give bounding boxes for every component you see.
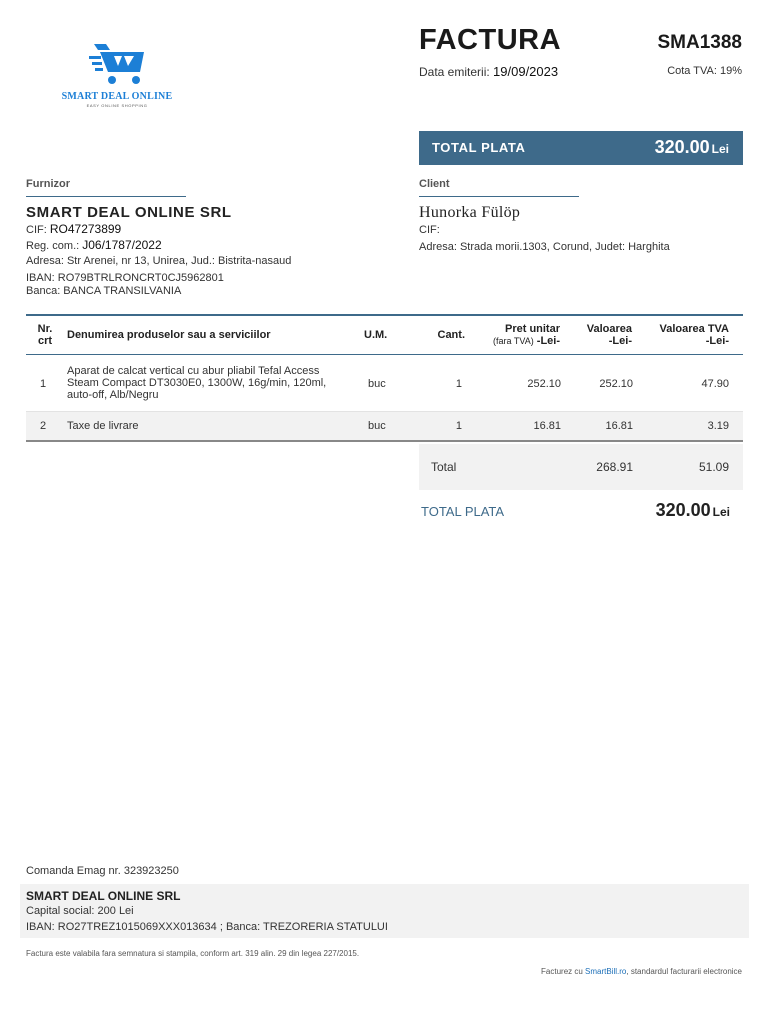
footer-company-name: SMART DEAL ONLINE SRL	[26, 889, 181, 903]
total-payment-bar	[419, 131, 743, 165]
header-value-line1: Valoarea	[586, 323, 632, 335]
company-logo	[58, 38, 176, 110]
header-nr	[36, 323, 54, 347]
table-row	[26, 412, 743, 442]
issue-date-value: 19/09/2023	[493, 64, 559, 79]
order-reference: Comanda Emag nr. 323923250	[26, 865, 179, 877]
total-currency: Lei	[711, 142, 729, 156]
supplier-divider	[26, 196, 186, 197]
supplier-address: Adresa: Str Arenei, nr 13, Unirea, Jud.: Bistrita-nasaud	[26, 255, 292, 267]
table-totals	[419, 444, 743, 490]
row-um: buc	[368, 420, 386, 432]
client-address: Adresa: Strada morii.1303, Corund, Judet: Harghita	[419, 241, 670, 253]
logo-tagline: EASY ONLINE SHOPPING	[86, 103, 148, 108]
header-product-name: Denumirea produselor sau a serviciilor	[67, 329, 271, 341]
supplier-section	[26, 178, 291, 298]
footer-iban-bank: IBAN: RO27TREZ1015069XXX013634 ; Banca: TREZORERIA STATULUI	[26, 921, 388, 933]
client-divider	[419, 196, 579, 197]
row-vat: 3.19	[707, 420, 729, 432]
total-amount-value: 320.00	[654, 137, 710, 157]
products-table	[26, 314, 743, 490]
grand-total-value: 320.00	[655, 500, 711, 520]
header-nr-line1: Nr.	[37, 323, 53, 335]
row-qty: 1	[455, 378, 462, 390]
validity-note: Factura este valabila fara semnatura si stampila, conform art. 319 alin. 29 din legea 227/2015.	[26, 949, 360, 958]
row-product-name: Aparat de calcat vertical cu abur pliabil Tefal Access Steam Compact DT3030E0, 1300W, 16g/min, 120ml, auto-off, Alb/Negru	[67, 365, 327, 401]
header-unit-price	[493, 323, 560, 347]
grand-total	[421, 500, 743, 524]
credit-prefix: Facturez cu	[541, 967, 586, 976]
grand-total-amount	[656, 500, 730, 521]
header-price-sub: (fara TVA)	[493, 336, 534, 346]
row-nr: 2	[40, 420, 47, 432]
header-vat-value	[660, 323, 730, 347]
header-value-unit: -Lei-	[608, 335, 632, 347]
credit-suffix: , standardul facturarii electronice	[626, 967, 742, 976]
supplier-cif-label: CIF:	[26, 224, 47, 236]
supplier-reg-label: Reg. com.:	[26, 240, 80, 252]
supplier-reg	[26, 239, 291, 253]
shopping-cart-icon	[58, 38, 176, 90]
header-value	[587, 323, 632, 347]
total-payment-amount	[655, 137, 729, 158]
row-unit-price: 16.81	[533, 420, 561, 432]
grand-total-currency: Lei	[712, 505, 730, 519]
row-vat: 47.90	[701, 378, 729, 390]
header-price-line1: Pret unitar	[504, 323, 560, 335]
client-label: Client	[419, 178, 450, 190]
supplier-cif	[26, 223, 291, 237]
invoice-number: SMA1388	[657, 32, 742, 53]
table-header	[26, 316, 743, 355]
supplier-bank: Banca: BANCA TRANSILVANIA	[26, 285, 182, 297]
grand-total-label: TOTAL PLATA	[421, 504, 505, 519]
row-product-name: Taxe de livrare	[67, 420, 139, 432]
supplier-iban: IBAN: RO79BTRLRONCRT0CJ5962801	[26, 272, 224, 284]
logo-name: SMART DEAL ONLINE	[61, 91, 173, 102]
row-qty: 1	[455, 420, 462, 432]
row-value: 16.81	[605, 420, 633, 432]
header-price-unit: -Lei-	[533, 335, 560, 347]
total-payment-label: TOTAL PLATA	[432, 140, 526, 155]
supplier-reg-value: J06/1787/2022	[82, 238, 162, 252]
software-credit	[541, 967, 742, 976]
client-name: Hunorka Fülöp	[419, 204, 521, 221]
row-unit-price: 252.10	[527, 378, 561, 390]
header-vat-line1: Valoarea TVA	[659, 323, 729, 335]
row-nr: 1	[40, 378, 47, 390]
totals-label: Total	[431, 460, 457, 474]
header-um: U.M.	[364, 329, 388, 341]
row-um: buc	[368, 378, 386, 390]
footer-company-box	[20, 884, 749, 938]
issue-date-label: Data emiterii:	[419, 65, 490, 79]
client-section	[419, 178, 670, 254]
client-cif: CIF:	[419, 224, 440, 236]
header-nr-line2: crt	[37, 335, 53, 347]
vat-rate: Cota TVA: 19%	[667, 65, 742, 77]
header-vat-unit: -Lei-	[705, 335, 729, 347]
supplier-label: Furnizor	[26, 178, 70, 190]
supplier-cif-value: RO47273899	[49, 222, 122, 236]
supplier-name: SMART DEAL ONLINE SRL	[26, 204, 232, 221]
issue-date	[419, 64, 558, 79]
header-qty: Cant.	[437, 329, 465, 341]
smartbill-link[interactable]: SmartBill.ro	[585, 967, 627, 976]
row-value: 252.10	[599, 378, 633, 390]
totals-value: 268.91	[596, 460, 633, 474]
totals-vat: 51.09	[698, 460, 729, 474]
table-row	[26, 355, 743, 412]
invoice-title: FACTURA	[419, 24, 562, 56]
footer-capital: Capital social: 200 Lei	[26, 905, 134, 917]
